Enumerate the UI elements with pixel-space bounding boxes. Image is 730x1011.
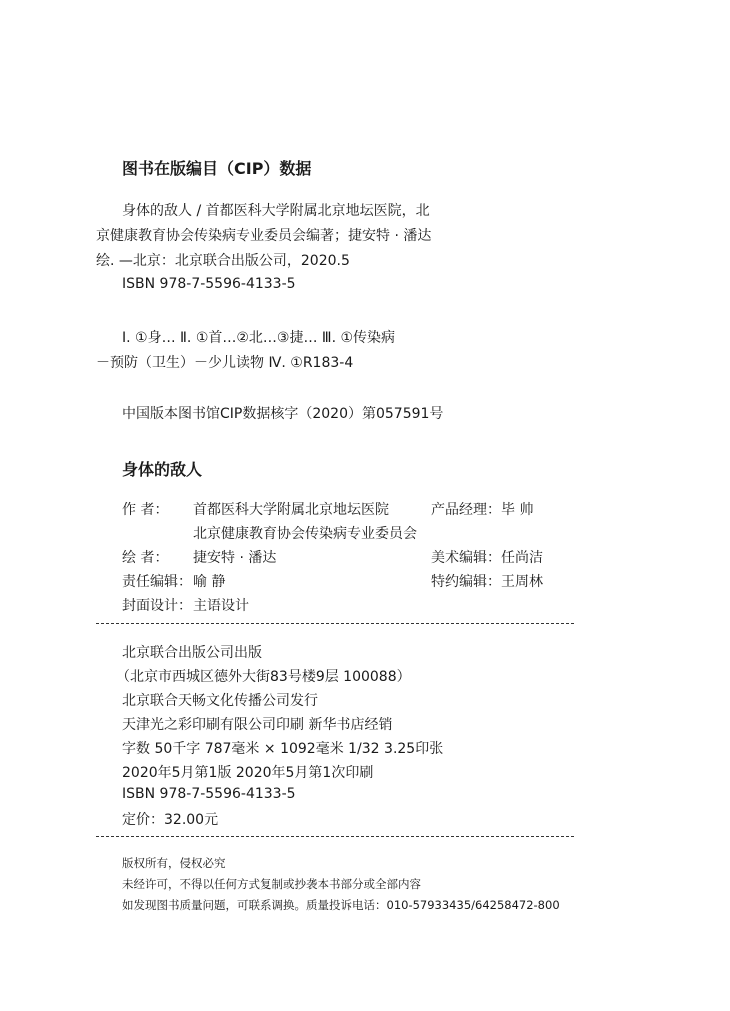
cip-line: 身体的敌人 / 首都医科大学附属北京地坛医院，北 xyxy=(122,203,430,219)
publisher-line: 北京联合出版公司出版 xyxy=(122,645,262,661)
cip-approval-number: 中国版本图书馆CIP数据核字（2020）第057591号 xyxy=(122,406,444,422)
copyright-notice: 未经许可，不得以任何方式复制或抄袭本书部分或全部内容 xyxy=(122,877,421,891)
illustrator-label: 绘 者： xyxy=(122,550,169,566)
printer-line: 天津光之彩印刷有限公司印刷 新华书店经销 xyxy=(122,717,393,733)
cip-heading: 图书在版编目（CIP）数据 xyxy=(122,159,312,178)
product-manager-label: 产品经理： xyxy=(431,502,501,518)
cip-line: 京健康教育协会传染病专业委员会编著；捷安特 · 潘达 xyxy=(96,228,432,244)
cip-isbn: ISBN 978-7-5596-4133-5 xyxy=(122,276,296,292)
cip-line: 绘. —北京：北京联合出版公司，2020.5 xyxy=(96,253,350,269)
specs-line: 字数 50千字 787毫米 × 1092毫米 1/32 3.25印张 xyxy=(122,741,444,757)
special-editor-label: 特约编辑： xyxy=(431,574,501,590)
cover-design-value: 主语设计 xyxy=(193,598,249,614)
edition-line: 2020年5月第1版 2020年5月第1次印刷 xyxy=(122,765,374,781)
book-title: 身体的敌人 xyxy=(122,460,203,479)
publisher-address: （北京市西城区德外大街83号楼9层 100088） xyxy=(116,669,411,685)
cip-classification: －预防（卫生）－少儿读物 Ⅳ. ①R183-4 xyxy=(96,355,354,371)
illustrator-value: 捷安特 · 潘达 xyxy=(193,550,277,566)
art-editor-value: 任尚洁 xyxy=(501,550,543,566)
author-value: 北京健康教育协会传染病专业委员会 xyxy=(193,526,417,542)
editor-label: 责任编辑： xyxy=(122,574,192,590)
art-editor-label: 美术编辑： xyxy=(431,550,501,566)
isbn-line: ISBN 978-7-5596-4133-5 xyxy=(122,786,296,802)
special-editor-value: 王周林 xyxy=(501,574,543,590)
dashed-divider xyxy=(96,623,574,624)
author-value: 首都医科大学附属北京地坛医院 xyxy=(193,502,389,518)
dashed-divider xyxy=(96,836,574,837)
price-line: 定价：32.00元 xyxy=(122,812,219,828)
cip-classification: Ⅰ. ①身… Ⅱ. ①首…②北…③捷… Ⅲ. ①传染病 xyxy=(122,330,396,346)
product-manager-value: 毕 帅 xyxy=(501,502,534,518)
quality-complaint-notice: 如发现图书质量问题，可联系调换。质量投诉电话：010-57933435/64258472-800 xyxy=(122,898,560,912)
author-label: 作 者： xyxy=(122,502,169,518)
distributor-line: 北京联合天畅文化传播公司发行 xyxy=(122,693,318,709)
copyright-notice: 版权所有，侵权必究 xyxy=(122,856,226,870)
cover-design-label: 封面设计： xyxy=(122,598,192,614)
editor-value: 喻 静 xyxy=(193,574,226,590)
